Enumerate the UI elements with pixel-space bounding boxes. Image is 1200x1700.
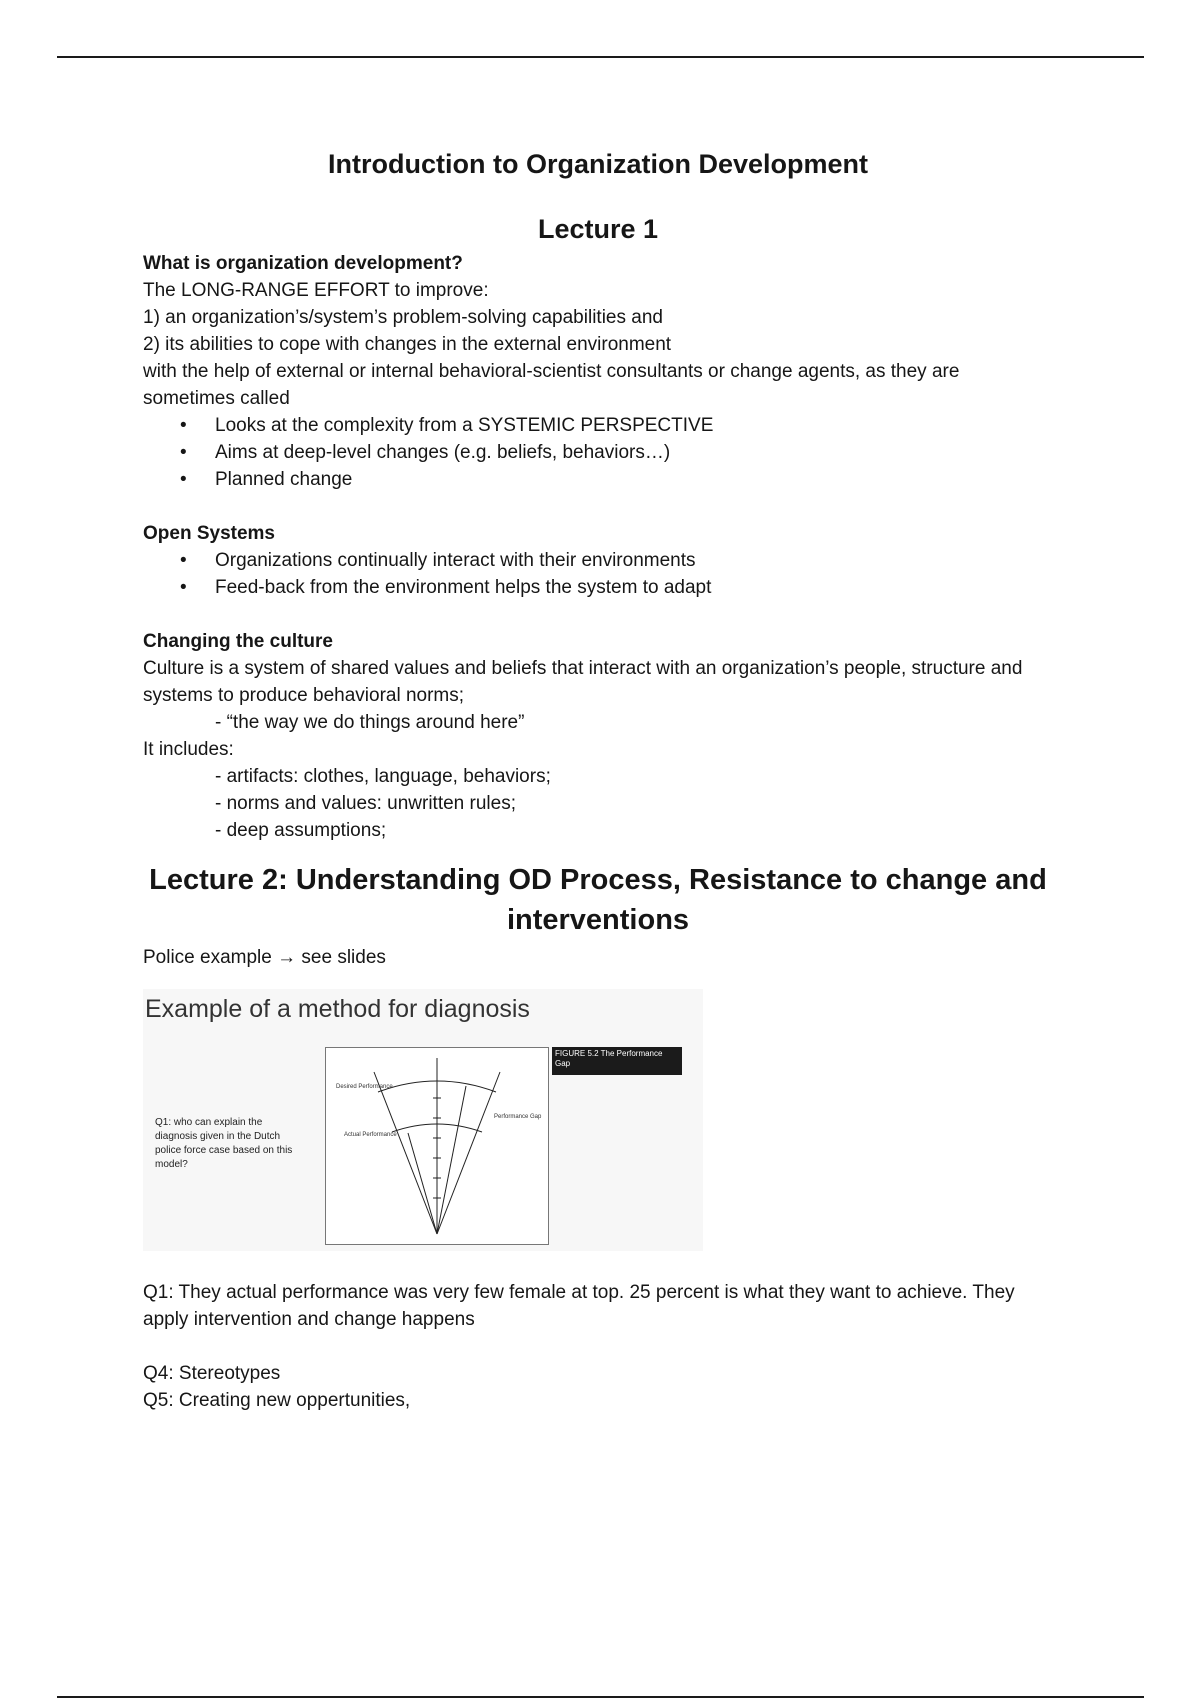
document-title: Introduction to Organization Development: [328, 149, 868, 179]
lecture-2-heading: Lecture 2: Understanding OD Process, Resistance to change and interventions: [149, 864, 1047, 936]
figure-caption: FIGURE 5.2 The Performance Gap: [552, 1047, 682, 1075]
paragraph-line: The LONG-RANGE EFFORT to improve:: [143, 280, 489, 301]
figure-question: Q1: who can explain the diagnosis given in the Dutch police force case based on this model?: [155, 1117, 293, 1170]
answer-q5: Q5: Creating new oppertunities,: [143, 1390, 411, 1411]
footer-rule: [57, 1696, 1144, 1698]
section-heading-culture: Changing the culture: [143, 631, 333, 652]
paragraph-line: 2) its abilities to cope with changes in the external environment: [143, 334, 672, 355]
list-item: • Planned change: [143, 466, 1053, 493]
culture-definition: Culture is a system of shared values and beliefs that interact with an organization’s people, structure and systems to produce behavioral norms;: [143, 658, 1023, 706]
lecture-1-heading: Lecture 1: [537, 214, 659, 244]
performance-gap-diagram: [325, 1047, 549, 1245]
culture-includes-label: It includes:: [143, 739, 234, 760]
culture-quote: - “the way we do things around here”: [215, 712, 525, 733]
list-item: • Looks at the complexity from a SYSTEMIC PERSPECTIVE: [143, 412, 1053, 439]
answer-q4: Q4: Stereotypes: [143, 1363, 281, 1384]
culture-item: - artifacts: clothes, language, behaviors;: [215, 766, 551, 787]
police-example: Police example → see slides: [143, 947, 386, 968]
culture-item: - norms and values: unwritten rules;: [215, 793, 516, 814]
label-desired-performance: Desired Performance: [336, 1084, 393, 1090]
label-performance-gap: Performance Gap: [494, 1114, 542, 1120]
answer-q1: Q1: They actual performance was very few female at top. 25 percent is what they want to achieve. They apply intervention and change happens: [143, 1282, 1015, 1330]
culture-item: - deep assumptions;: [215, 820, 387, 841]
paragraph-line: 1) an organization’s/system’s problem-solving capabilities and: [143, 307, 663, 328]
list-item: • Organizations continually interact with their environments: [143, 547, 1053, 574]
open-systems-list: [143, 547, 1053, 601]
figure-title: Example of a method for diagnosis: [145, 995, 530, 1023]
diagnosis-figure: [143, 989, 703, 1251]
label-actual-performance: Actual Performance: [344, 1132, 397, 1138]
section-heading-what-is-od: What is organization development?: [143, 253, 463, 274]
list-item: • Aims at deep-level changes (e.g. beliefs, behaviors…): [143, 439, 1053, 466]
list-item: • Feed-back from the environment helps the system to adapt: [143, 574, 1053, 601]
od-bullet-list: [143, 412, 1053, 493]
header-rule: [57, 56, 1144, 58]
document-body: [143, 140, 1053, 1414]
paragraph-line: with the help of external or internal behavioral-scientist consultants or change agents, as they are sometimes called: [143, 361, 960, 409]
performance-gap-svg: [326, 1048, 548, 1244]
section-heading-open-systems: Open Systems: [143, 523, 275, 544]
